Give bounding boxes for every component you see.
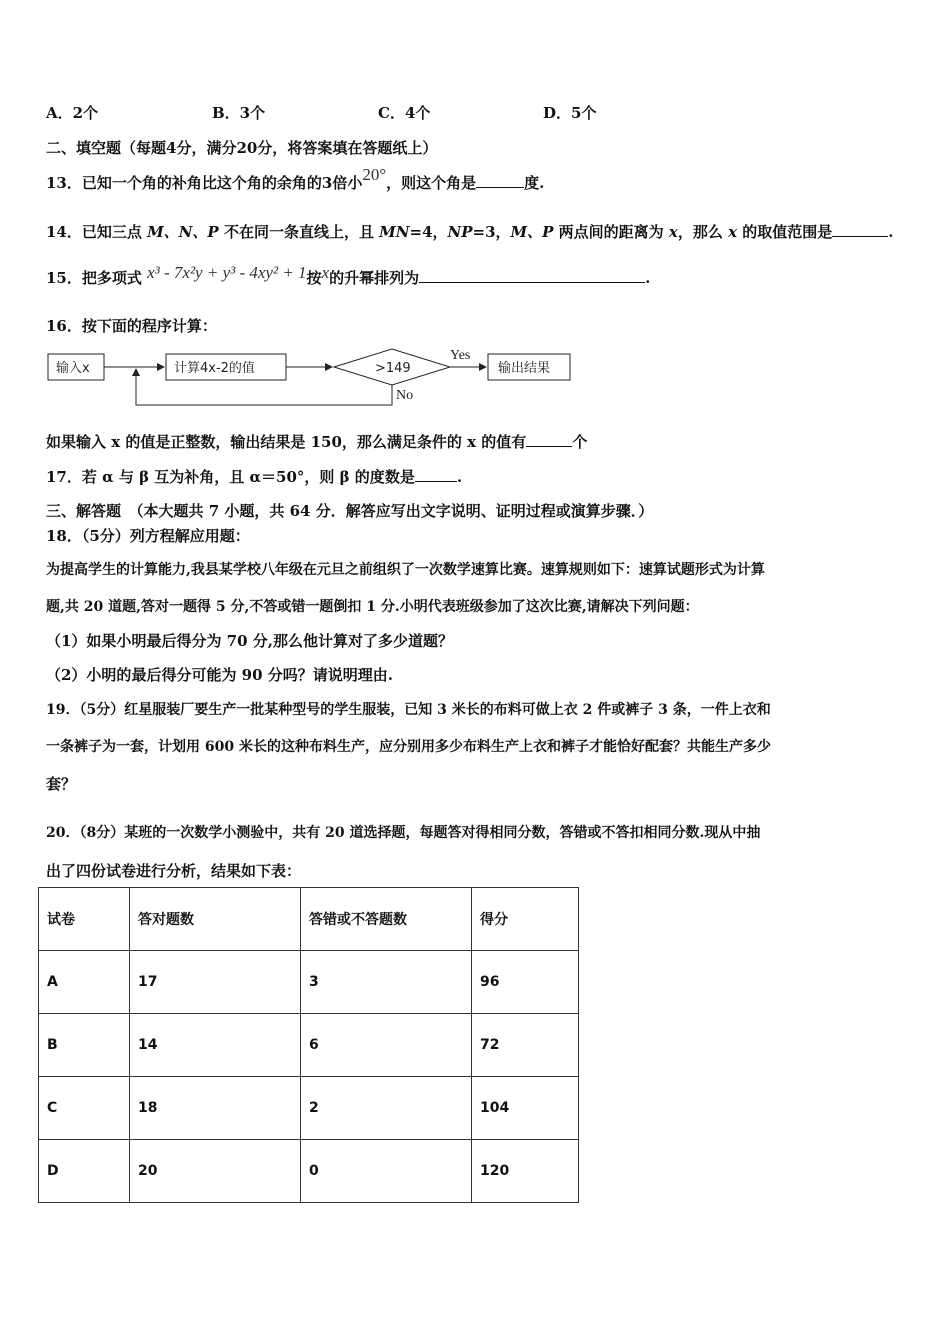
question-16-text: 如果输入 x 的值是正整数，输出结果是 150，那么满足条件的 x 的值有 个 [46, 433, 588, 451]
cell-wrong: 3 [301, 951, 472, 1014]
question-18-line2: 题,共 20 道题,答对一题得 5 分,不答或错一题倒扣 1 分.小明代表班级参加了这次比赛,请解决下列问题： [46, 599, 699, 615]
question-18-sub1: （1）如果小明最后得分为 70 分,那么他计算对了多少道题？ [46, 632, 453, 650]
question-16-title: 16．按下面的程序计算： [46, 317, 217, 335]
option-a: A．2个 [46, 104, 99, 122]
cell-wrong: 2 [301, 1077, 472, 1140]
question-19-line2: 一条裤子为一套，计划用 600 米长的这种布料生产，应分别用多少布料生产上衣和裤子才能恰好配套？共能生产多少 [46, 739, 771, 755]
no-label: No [396, 388, 414, 403]
table-row [39, 951, 579, 1014]
header-correct: 答对题数 [130, 888, 301, 951]
table-header-row [39, 888, 579, 951]
option-c: C．4个 [378, 104, 431, 122]
question-20-line1: 20．（8分）某班的一次数学小测验中，共有 20 道选择题，每题答对得相同分数，答错或不答扣相同分数.现从中抽 [46, 825, 761, 841]
question-19-line3: 套？ [46, 775, 77, 793]
header-wrong: 答错或不答题数 [301, 888, 472, 951]
cell-correct: 20 [130, 1140, 301, 1203]
question-19-line1: 19．（5分）红星服装厂要生产一批某种型号的学生服装，已知 3 米长的布料可做上衣 2 件或裤子 3 条，一件上衣和 [46, 702, 771, 718]
cell-paper: C [39, 1077, 130, 1140]
table-row [39, 1014, 579, 1077]
cell-correct: 17 [130, 951, 301, 1014]
section-3-heading: 三、解答题 （本大题共 7 小题，共 64 分．解答应写出文字说明、证明过程或演算步骤．） [46, 502, 654, 520]
cell-paper: D [39, 1140, 130, 1203]
output-label: 输出结果 [498, 361, 551, 376]
header-score: 得分 [472, 888, 579, 951]
header-paper: 试卷 [39, 888, 130, 951]
question-18-sub2: （2）小明的最后得分可能为 90 分吗？请说明理由. [46, 666, 393, 684]
cell-wrong: 6 [301, 1014, 472, 1077]
program-flowchart [46, 342, 586, 412]
cell-paper: B [39, 1014, 130, 1077]
cell-correct: 14 [130, 1014, 301, 1077]
option-b: B．3个 [212, 104, 266, 122]
cell-score: 120 [472, 1140, 579, 1203]
question-20-line2: 出了四份试卷进行分析，结果如下表： [46, 862, 302, 880]
score-table [38, 887, 579, 1203]
question-18-line1: 为提高学生的计算能力,我县某学校八年级在元旦之前组织了一次数学速算比赛。速算规则如下：速算试题形式为计算 [46, 562, 765, 578]
cell-score: 104 [472, 1077, 579, 1140]
polynomial: x³ - 7x²y + y³ - 4xy² + 1 [147, 263, 307, 282]
question-15: 15．把多项式 x³ - 7x²y + y³ - 4xy² + 1按x的升幂排列为 . [46, 263, 651, 287]
cell-score: 96 [472, 951, 579, 1014]
cell-score: 72 [472, 1014, 579, 1077]
table-row [39, 1140, 579, 1203]
condition-label: >149 [375, 361, 411, 376]
option-d: D．5个 [543, 104, 597, 122]
question-13: 13．已知一个角的补角比这个角的余角的3倍小20°，则这个角是 度. [46, 165, 545, 192]
cell-correct: 18 [130, 1077, 301, 1140]
question-14: 14．已知三点 M、N、P 不在同一条直线上，且 MN=4，NP=3，M、P 两点间的距离为 x，那么 x 的取值范围是 . [46, 223, 894, 241]
angle-value: 20° [362, 165, 387, 184]
question-17: 17．若 α 与 β 互为补角，且 α＝50°，则 β 的度数是 . [46, 468, 463, 486]
yes-label: Yes [450, 348, 471, 363]
section-2-heading: 二、填空题（每题4分，满分20分，将答案填在答题纸上） [46, 139, 438, 157]
cell-wrong: 0 [301, 1140, 472, 1203]
table-row [39, 1077, 579, 1140]
calc-label: 计算4x-2的值 [174, 361, 255, 376]
question-18-title: 18．（5分）列方程解应用题： [46, 527, 250, 545]
input-label: 输入x [56, 361, 90, 376]
cell-paper: A [39, 951, 130, 1014]
